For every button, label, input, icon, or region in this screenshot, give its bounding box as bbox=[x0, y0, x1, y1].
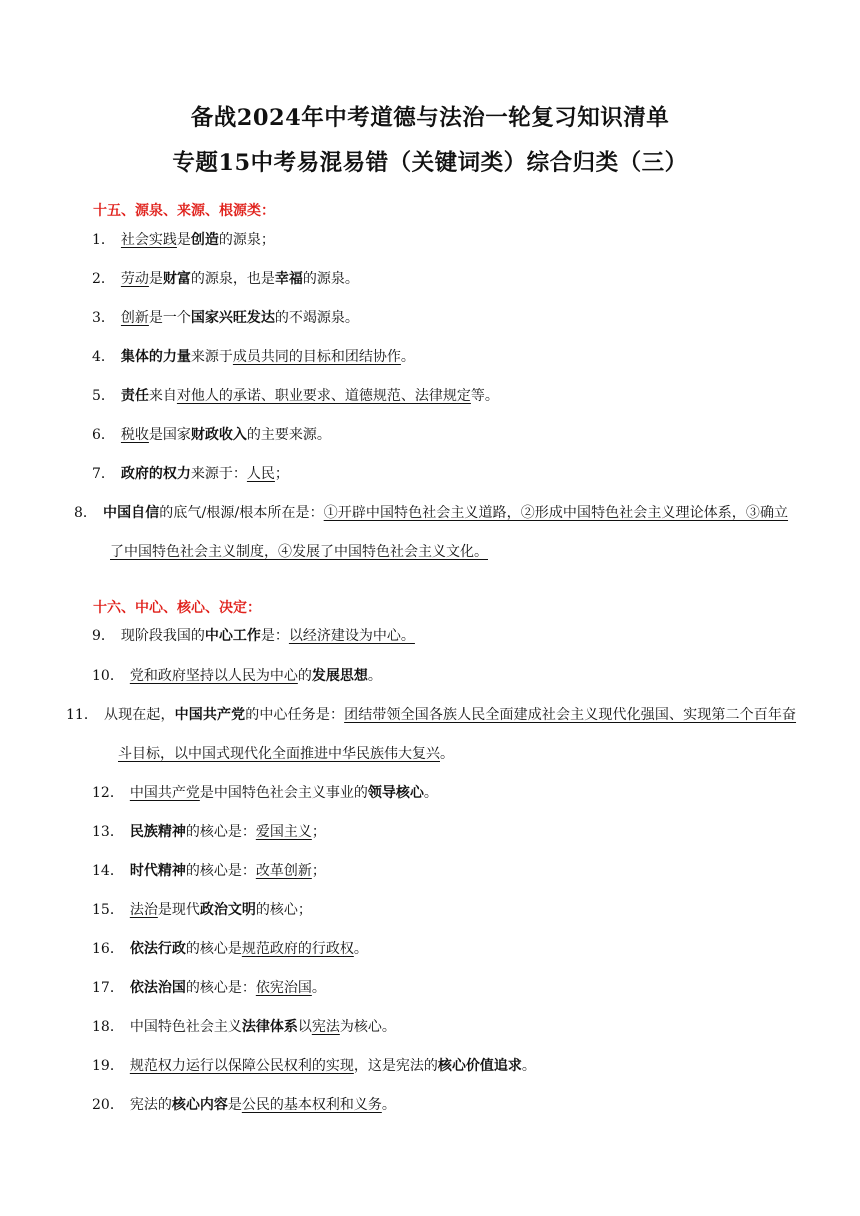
list-item-5: 5． 责任来自对他人的承诺、职业要求、道德规范、法律规定等。 bbox=[92, 388, 499, 404]
list-item-6: 6． 税收是国家财政收入的主要来源。 bbox=[92, 427, 331, 443]
list-item-2: 2． 劳动是财富的源泉，也是幸福的源泉。 bbox=[92, 271, 359, 287]
list-item-3: 3． 创新是一个国家兴旺发达的不竭源泉。 bbox=[92, 310, 359, 326]
document-title: 备战2024年中考道德与法治一轮复习知识清单 bbox=[190, 105, 670, 131]
list-item-15: 15． 法治是现代政治文明的核心； bbox=[92, 902, 312, 918]
list-item-16: 16． 依法行政的核心是规范政府的行政权。 bbox=[92, 941, 368, 957]
list-item-10: 10． 党和政府坚持以人民为中心的发展思想。 bbox=[92, 668, 382, 684]
list-item-20: 20． 宪法的核心内容是公民的基本权利和义务。 bbox=[92, 1097, 396, 1113]
document-subtitle: 专题15中考易混易错（关键词类）综合归类（三） bbox=[172, 150, 688, 176]
list-item-17: 17． 依法治国的核心是：依宪治国。 bbox=[92, 980, 326, 996]
list-item-13: 13． 民族精神的核心是：爱国主义； bbox=[92, 824, 326, 840]
section-heading-16: 十六、中心、核心、决定： bbox=[93, 600, 261, 616]
list-item-12: 12． 中国共产党是中国特色社会主义事业的领导核心。 bbox=[92, 785, 438, 801]
list-item-9: 9． 现阶段我国的中心工作是：以经济建设为中心。 bbox=[92, 628, 415, 644]
list-item-1: 1． 社会实践是创造的源泉； bbox=[92, 232, 275, 248]
list-item-14: 14． 时代精神的核心是：改革创新； bbox=[92, 863, 326, 879]
section-heading-15: 十五、源泉、来源、根源类： bbox=[93, 203, 275, 219]
list-item-19: 19． 规范权力运行以保障公民权利的实现，这是宪法的核心价值追求。 bbox=[92, 1058, 536, 1074]
list-item-8: 8． 中国自信的底气/根源/根本所在是：①开辟中国特色社会主义道路，②形成中国特色社会主义理论体系，③确立了中国特色社会主义制度，④发展了中国特色社会主义文化。 bbox=[74, 505, 789, 560]
list-item-11: 11． 从现在起，中国共产党的中心任务是：团结带领全国各族人民全面建成社会主义现代化强国、实现第二个百年奋斗目标，以中国式现代化全面推进中华民族伟大复兴。 bbox=[66, 707, 797, 762]
list-item-18: 18． 中国特色社会主义法律体系以宪法为核心。 bbox=[92, 1019, 396, 1035]
list-item-7: 7． 政府的权力来源于：人民； bbox=[92, 466, 289, 482]
list-item-4: 4． 集体的力量来源于成员共同的目标和团结协作。 bbox=[92, 349, 415, 365]
